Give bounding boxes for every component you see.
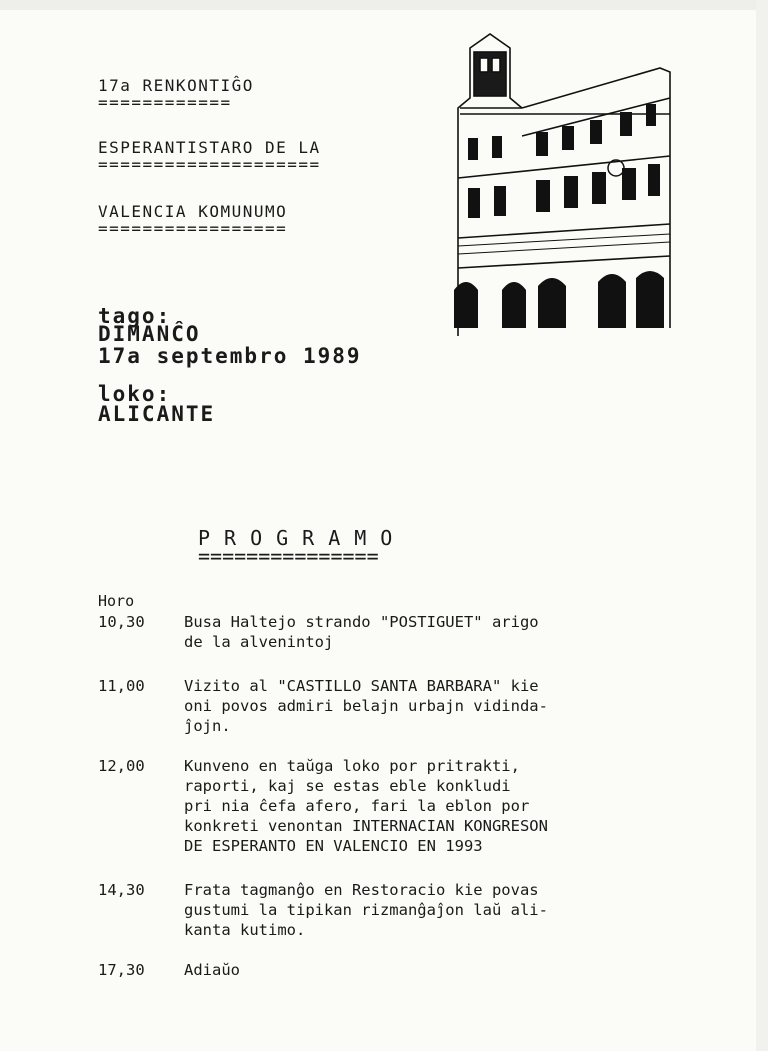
- program-item-text: Adiaŭo: [184, 961, 240, 979]
- date-label: tago:: [98, 304, 172, 328]
- program-item-text: Kunveno en taŭga loko por pritrakti, raporti, kaj se estas eble konkludi pri nia ĉefa afero, fari la eblon por konkreti venontan INTERNACIAN KONGRESON DE ESPERANTO EN VALENCIO EN 1993: [184, 757, 548, 855]
- header-line-3: [98, 202, 287, 238]
- program-title: PROGRAMO: [198, 526, 407, 550]
- program-item-time: 17,30: [98, 961, 145, 979]
- town-hall-building-icon: [440, 28, 672, 336]
- program-item-time: 14,30: [98, 881, 145, 899]
- event-day: DIMANĈO: [98, 322, 201, 346]
- place-label: loko:: [98, 382, 172, 406]
- header-underline-2: ====================: [98, 155, 321, 174]
- header-underline-3: =================: [98, 219, 288, 238]
- header-line-2: [98, 138, 321, 174]
- program-title-block: [198, 526, 406, 568]
- header-title-3: VALENCIA KOMUNUMO: [98, 202, 288, 221]
- program-item-text: Busa Haltejo strando "POSTIGUET" arigo de la alvenintoj: [184, 613, 539, 651]
- event-place: ALICANTE: [98, 402, 216, 426]
- time-column-header: Horo: [98, 592, 135, 610]
- program-item-time: 12,00: [98, 757, 145, 775]
- program-item-text: Frata tagmanĝo en Restoracio kie povas gustumi la tipikan rizmanĝaĵon laŭ ali- kanta kutimo.: [184, 881, 548, 939]
- header-underline-1: ============: [98, 93, 232, 112]
- program-item-time: 10,30: [98, 613, 145, 631]
- header-line-1: [98, 76, 254, 112]
- header-title-2: ESPERANTISTARO DE LA: [98, 138, 321, 157]
- program-item-text: Vizito al "CASTILLO SANTA BARBARA" kie oni povos admiri belajn urbajn vidinda- ĵojn.: [184, 677, 548, 735]
- event-date: 17a septembro 1989: [98, 344, 362, 368]
- header-title-1: 17a RENKONTIĜO: [98, 76, 254, 95]
- program-title-underline: ===============: [198, 544, 379, 568]
- program-item-time: 11,00: [98, 677, 145, 695]
